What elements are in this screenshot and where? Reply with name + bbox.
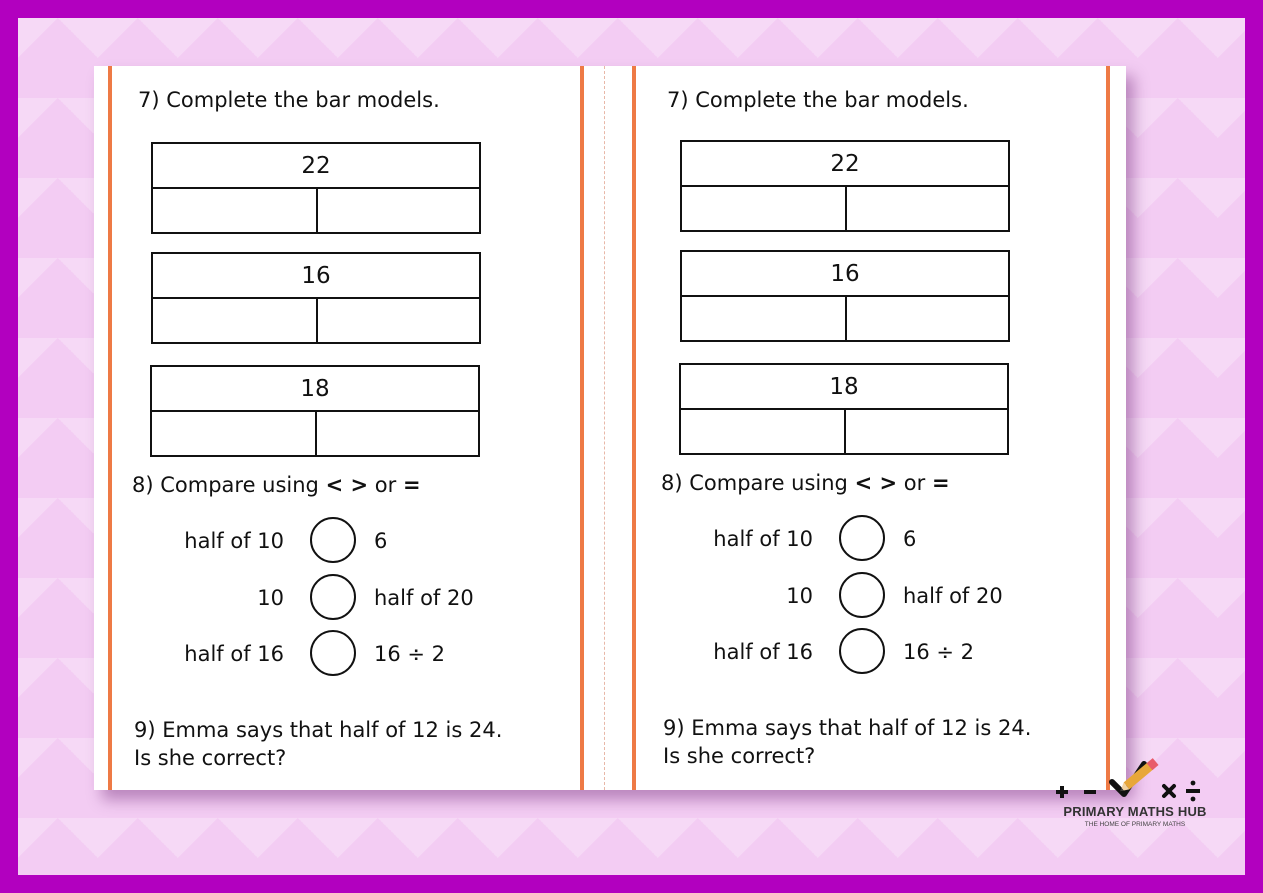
compare-answer-circle[interactable] — [839, 515, 885, 561]
q8-prefix: 8) Compare using — [661, 471, 848, 495]
compare-answer-circle[interactable] — [310, 574, 356, 620]
compare-row — [623, 628, 1123, 676]
compare-row — [623, 572, 1123, 620]
compare-right: 6 — [903, 527, 917, 551]
compare-left: half of 16 — [184, 642, 284, 666]
compare-row — [94, 517, 594, 565]
bar-model-parts[interactable] — [152, 412, 478, 455]
compare-row — [94, 630, 594, 678]
bar-model-total: 16 — [682, 252, 1008, 297]
compare-right: half of 20 — [903, 584, 1003, 608]
bar-model — [680, 140, 1010, 232]
logo-title: PRIMARY MATHS HUB — [1063, 804, 1207, 819]
bar-model — [150, 365, 480, 457]
compare-answer-circle[interactable] — [310, 630, 356, 676]
bar-model-total: 22 — [682, 142, 1008, 187]
primary-maths-hub-logo — [1040, 752, 1226, 836]
q8-symbols: < > — [854, 471, 898, 495]
worksheet-sheet — [94, 66, 1126, 790]
compare-row — [94, 574, 594, 622]
question-8-title — [132, 473, 421, 497]
compare-left: 10 — [786, 584, 813, 608]
bar-model-parts[interactable] — [681, 410, 1007, 453]
bar-model-parts[interactable] — [153, 189, 479, 232]
bar-model-parts[interactable] — [153, 299, 479, 342]
compare-right: half of 20 — [374, 586, 474, 610]
compare-row — [623, 515, 1123, 563]
compare-answer-circle[interactable] — [310, 517, 356, 563]
compare-answer-circle[interactable] — [839, 572, 885, 618]
compare-left: half of 10 — [713, 527, 813, 551]
question-9 — [663, 714, 1031, 770]
bar-model-parts[interactable] — [682, 297, 1008, 340]
q8-symbols: < > — [325, 473, 369, 497]
q9-line-1: 9) Emma says that half of 12 is 24. — [134, 718, 503, 742]
worksheet-copy-right — [623, 66, 1139, 790]
q9-line-2: Is she correct? — [134, 746, 287, 770]
q8-or: or — [374, 473, 397, 497]
compare-answer-circle[interactable] — [839, 628, 885, 674]
bar-model-parts[interactable] — [682, 187, 1008, 230]
bar-model-total: 18 — [152, 367, 478, 412]
bar-model-total: 18 — [681, 365, 1007, 410]
q8-prefix: 8) Compare using — [132, 473, 319, 497]
bar-model — [680, 250, 1010, 342]
maths-symbols-pencil-icon — [1040, 752, 1226, 804]
bar-model — [151, 142, 481, 234]
q9-line-2: Is she correct? — [663, 744, 816, 768]
q8-equals: = — [931, 471, 950, 495]
logo-subtitle: THE HOME OF PRIMARY MATHS — [1084, 821, 1186, 828]
bar-model — [679, 363, 1009, 455]
compare-right: 6 — [374, 529, 388, 553]
compare-left: 10 — [257, 586, 284, 610]
question-9 — [134, 716, 502, 772]
bar-model-total: 22 — [153, 144, 479, 189]
question-7-title: 7) Complete the bar models. — [667, 88, 969, 112]
question-8-title — [661, 471, 950, 495]
question-7-title: 7) Complete the bar models. — [138, 88, 440, 112]
q8-equals: = — [402, 473, 421, 497]
compare-right: 16 ÷ 2 — [903, 640, 975, 664]
bar-model-total: 16 — [153, 254, 479, 299]
q9-line-1: 9) Emma says that half of 12 is 24. — [663, 716, 1032, 740]
compare-right: 16 ÷ 2 — [374, 642, 446, 666]
compare-left: half of 10 — [184, 529, 284, 553]
q8-or: or — [903, 471, 926, 495]
worksheet-copy-left — [94, 66, 610, 790]
bar-model — [151, 252, 481, 344]
compare-left: half of 16 — [713, 640, 813, 664]
